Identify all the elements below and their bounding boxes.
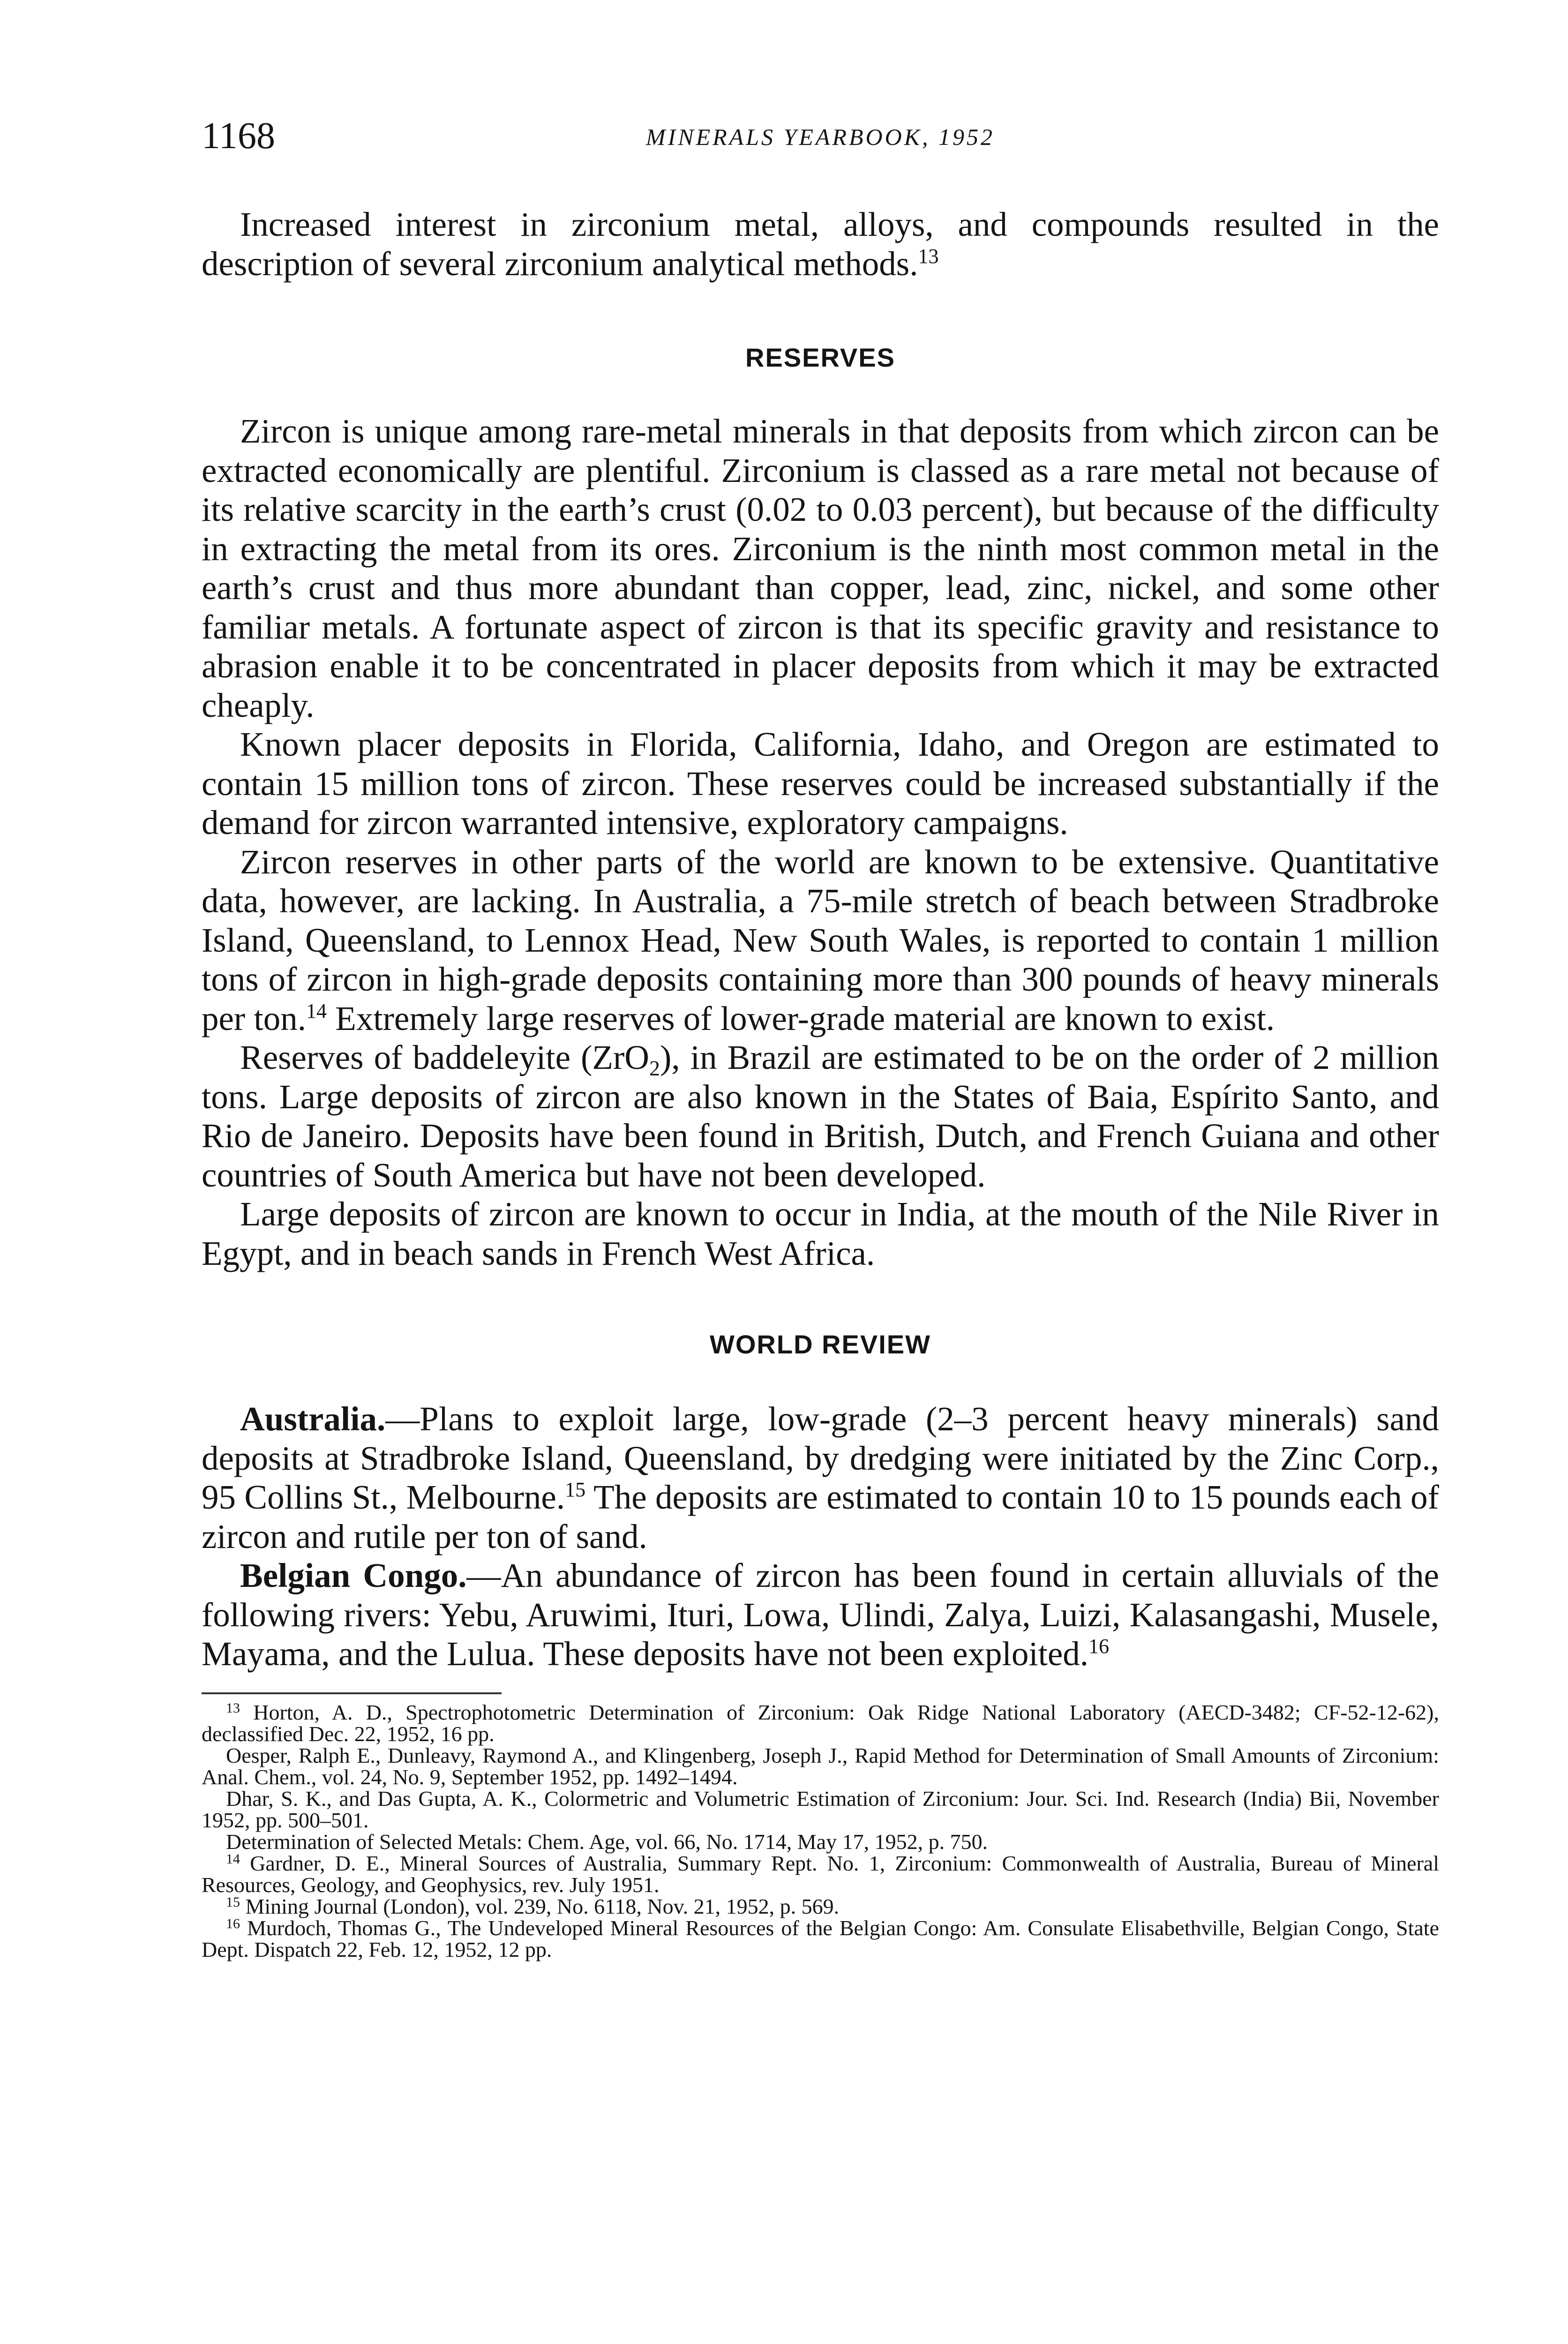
footnote-16-text: Murdoch, Thomas G., The Undeveloped Mineral Resources of the Belgian Congo: Am. Consulate Elisabethville, Belgian Congo, State Dept. Dispatch 22, Feb. 12, 1952, 12 pp. xyxy=(202,1916,1439,1961)
footnotes xyxy=(202,1702,1439,1961)
reserves-paragraph-3 xyxy=(202,842,1439,1038)
footnote-13-dhar: Dhar, S. K., and Das Gupta, A. K., Colormetric and Volumetric Estimation of Zirconium: Jour. Sci. Ind. Research (India) Bii, November 1952, pp. 500–501. xyxy=(202,1786,1439,1832)
australia-paragraph xyxy=(202,1399,1439,1556)
australia-text-a: —Plans to exploit large, low-grade (2–3 percent heavy minerals) sand deposits at Stradbroke Island, Queensland, by dredging were initiated by the Zinc Corp., 95 Collins St., Melbourne. xyxy=(202,1400,1439,1516)
footnote-ref-16: 16 xyxy=(1088,1635,1110,1658)
reserves-heading: RESERVES xyxy=(745,343,895,372)
footnote-14-number: 14 xyxy=(226,1851,240,1867)
australia-text-b: The deposits are estimated to contain 10 to 15 pounds each of zircon and rutile per ton of sand. xyxy=(202,1478,1439,1555)
footnote-13-oesper: Oesper, Ralph E., Dunleavy, Raymond A., and Klingenberg, Joseph J., Rapid Method for Determination of Small Amounts of Zirconium: Anal. Chem., vol. 24, No. 9, September 1952, pp. 1492–1494. xyxy=(202,1743,1439,1789)
world-review-heading: WORLD REVIEW xyxy=(710,1330,931,1359)
reserves-paragraph-5: Large deposits of zircon are known to occur in India, at the mouth of the Nile River in Egypt, and in beach sands in French West Africa. xyxy=(202,1195,1439,1272)
reserves-p3-text-a: Zircon reserves in other parts of the world are known to be extensive. Quantitative data, however, are lacking. In Australia, a 75-mile stretch of beach between Stradbroke Island, Queensland, to Lennox Head, New South Wales, is reported to contain 1 million tons of zircon in high-grade deposits containing more than 300 pounds of heavy minerals per ton. xyxy=(202,842,1439,1037)
footnote-13 xyxy=(202,1702,1439,1745)
footnote-ref-15: 15 xyxy=(565,1478,586,1501)
belgian-congo-paragraph xyxy=(202,1556,1439,1674)
footnote-15 xyxy=(202,1896,1439,1917)
footnote-15-number: 15 xyxy=(226,1894,240,1910)
footnote-16 xyxy=(202,1917,1439,1961)
reserves-p3-text-b: Extremely large reserves of lower-grade material are known to exist. xyxy=(327,999,1275,1037)
footnote-14-text: Gardner, D. E., Mineral Sources of Australia, Summary Rept. No. 1, Zirconium: Commonwealth of Australia, Bureau of Mineral Resources, Geology, and Geophysics, rev. July 1951. xyxy=(202,1851,1439,1897)
reserves-paragraph-2: Known placer deposits in Florida, California, Idaho, and Oregon are estimated to contain 15 million tons of zircon. These reserves could be increased substantially if the demand for zircon warranted intensive, exploratory campaigns. xyxy=(202,725,1439,841)
footnote-15-text: Mining Journal (London), vol. 239, No. 6118, Nov. 21, 1952, p. 569. xyxy=(240,1894,840,1918)
page-number: 1168 xyxy=(202,115,276,157)
footnote-13-text: Horton, A. D., Spectrophotometric Determination of Zirconium: Oak Ridge National Laboratory (AECD-3482; CF-52-12-62), declassified Dec. 22, 1952, 16 pp. xyxy=(202,1700,1439,1746)
footnote-ref-14: 14 xyxy=(306,999,327,1022)
document-page xyxy=(202,117,1439,1961)
running-header xyxy=(202,117,1439,162)
formula-subscript: 2 xyxy=(649,1056,660,1080)
footnote-13-chem-age: Determination of Selected Metals: Chem. Age, vol. 66, No. 1714, May 17, 1952, p. 750. xyxy=(226,1829,988,1854)
footnote-divider xyxy=(202,1692,502,1694)
running-title: MINERALS YEARBOOK, 1952 xyxy=(645,124,995,150)
footnote-13-number: 13 xyxy=(226,1700,240,1716)
country-name-belgian-congo: Belgian Congo. xyxy=(240,1556,467,1594)
reserves-paragraph-1: Zircon is unique among rare-metal minerals in that deposits from which zircon can be extracted economically are plentiful. Zirconium is classed as a rare metal not because of its relative scarcity in the earth’s crust (0.02 to 0.03 percent), but because of the difficulty in extracting the metal from its ores. Zirconium is the ninth most common metal in the earth’s crust and thus more abundant than copper, lead, zinc, nickel, and some other familiar metals. A fortunate aspect of zircon is that its specific gravity and resistance to abrasion enable it to be concentrated in placer deposits from which it may be extracted cheaply. xyxy=(202,412,1439,724)
country-name-australia: Australia. xyxy=(240,1400,386,1438)
footnote-ref-13: 13 xyxy=(918,244,939,268)
footnote-14 xyxy=(202,1853,1439,1896)
footnote-16-number: 16 xyxy=(226,1916,240,1931)
belgian-congo-text: —An abundance of zircon has been found in certain alluvials of the following rivers: Yebu, Aruwimi, Ituri, Lowa, Ulindi, Zalya, Luizi, Kalasangashi, Musele, Mayama, and the Lulua. These deposits have not been exploited. xyxy=(202,1556,1439,1673)
reserves-p4-text-a: Reserves of baddeleyite (ZrO xyxy=(240,1038,650,1076)
reserves-p4-text-b: ), in Brazil are estimated to be on the order of 2 million tons. Large deposits of zircon are also known in the States of Baia, Espírito Santo, and Rio de Janeiro. Deposits have been found in British, Dutch, and French Guiana and other countries of South America but have not been developed. xyxy=(202,1038,1439,1194)
reserves-paragraph-4 xyxy=(202,1038,1439,1195)
intro-text: Increased interest in zirconium metal, alloys, and compounds resulted in the description of several zirconium analytical methods. xyxy=(202,205,1439,283)
intro-paragraph xyxy=(202,205,1439,283)
